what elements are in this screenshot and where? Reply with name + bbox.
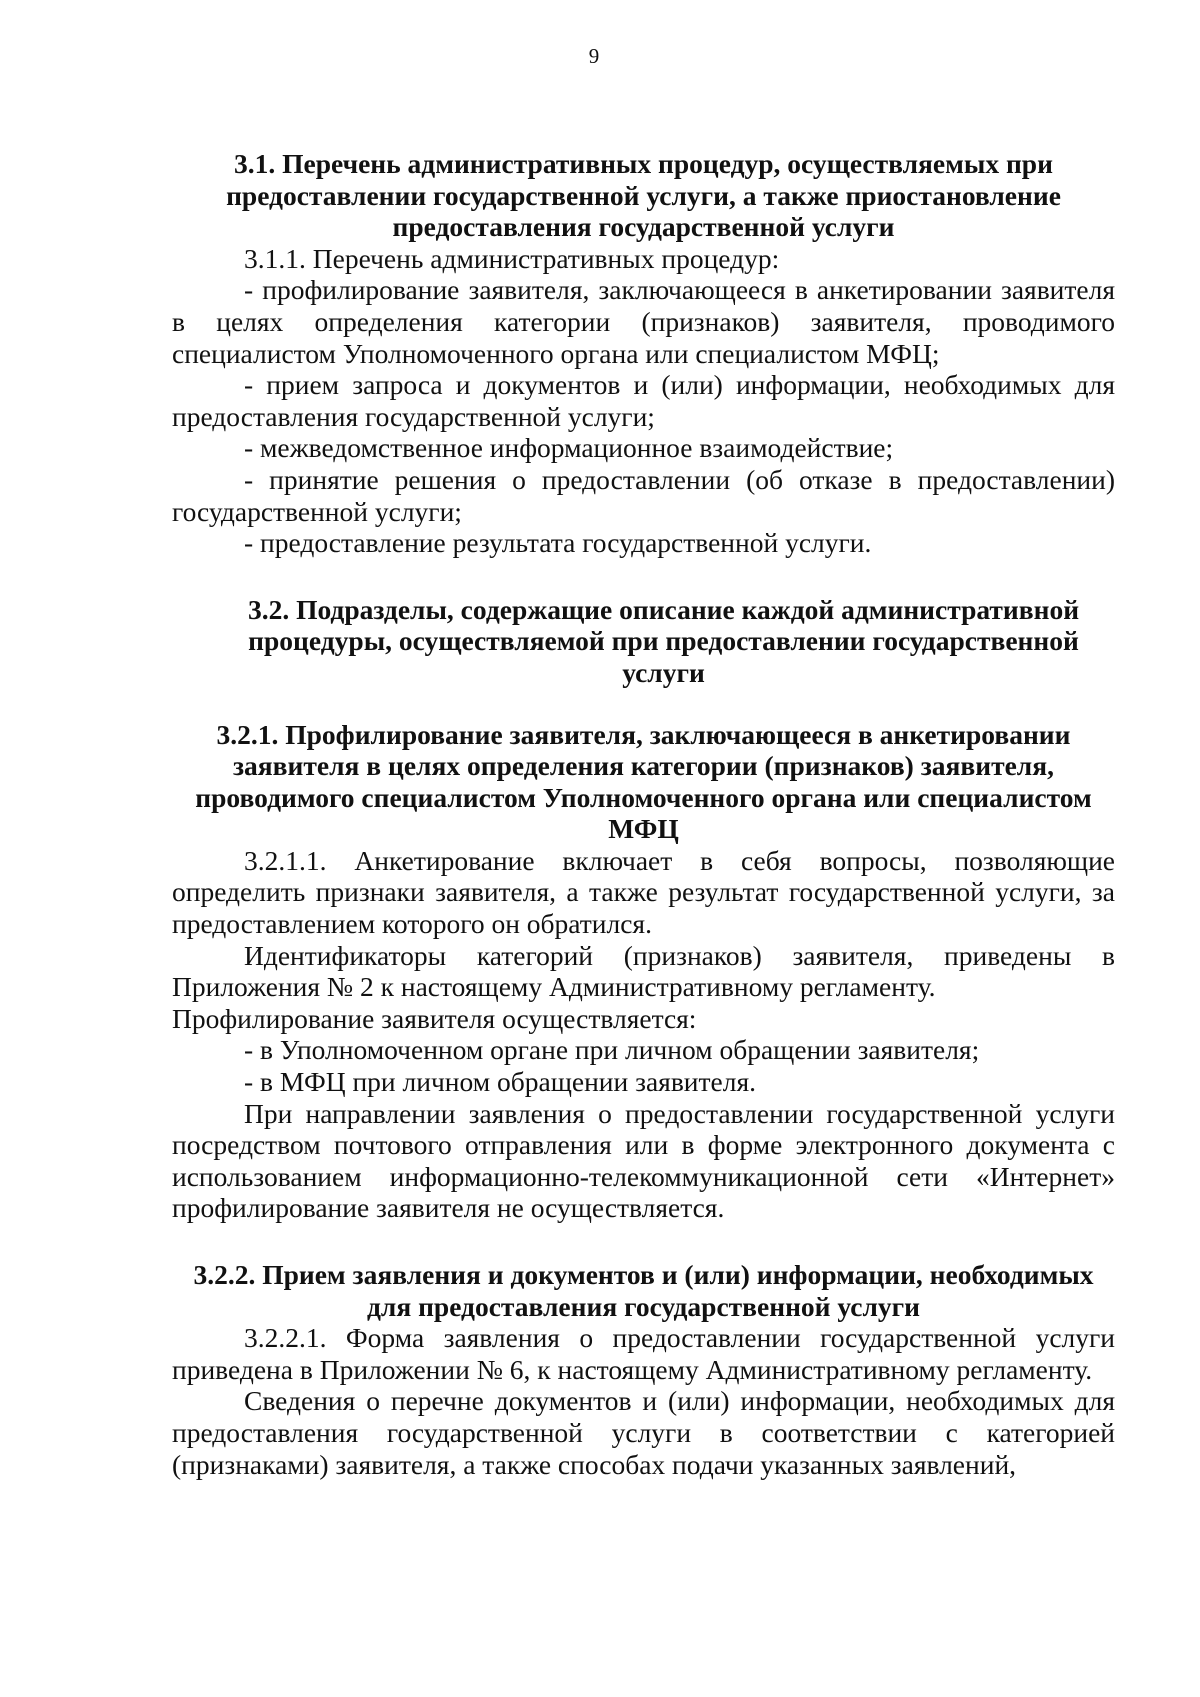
list-item: - межведомственное информационное взаимодействие; <box>244 432 894 464</box>
paragraph-3-1-1: 3.1.1. Перечень административных процедур: <box>244 242 780 274</box>
spacer <box>172 689 1115 719</box>
heading-3-2-2: 3.2.2. Прием заявления и документов и (или) информации, необходимых для предоставления государственной услуги <box>193 1259 1094 1322</box>
paragraph: Профилирование заявителя осуществляется: <box>172 1002 697 1034</box>
heading-3-2-1: 3.2.1. Профилирование заявителя, заключающееся в анкетировании заявителя в целях определения категории (признаков) заявителя, проводимого специалистом Уполномоченного органа или специалистом МФЦ <box>195 718 1092 845</box>
paragraph: При направлении заявления о предоставлении государственной услуги посредством почтового отправления или в форме электронного документа с использованием информационно-телекоммуникационной сети «Интернет» профилирование заявителя не осуществляется. <box>172 1097 1115 1224</box>
page-content <box>172 148 1115 1480</box>
list-item: - в Уполномоченном органе при личном обращении заявителя; <box>244 1034 980 1066</box>
page-number: 9 <box>588 44 600 68</box>
list-item: - в МФЦ при личном обращении заявителя. <box>244 1066 756 1098</box>
paragraph: 3.2.1.1. Анкетирование включает в себя вопросы, позволяющие определить признаки заявителя, а также результат государственной услуги, за предоставлением которого он обратился. <box>172 844 1115 940</box>
heading-3-2: 3.2. Подразделы, содержащие описание каждой административной процедуры, осуществляемой при предоставлении государственной услуги <box>247 593 1080 688</box>
list-item: - предоставление результата государственной услуги. <box>244 527 872 559</box>
spacer <box>172 559 1115 594</box>
list-item: - принятие решения о предоставлении (об отказе в предоставлении) государственной услуги; <box>172 463 1115 527</box>
paragraph: Сведения о перечне документов и (или) информации, необходимых для предоставления государственной услуги в соответствии с категорией (признаками) заявителя, а также способах подачи указанных заявлений, <box>172 1385 1115 1480</box>
heading-3-1: 3.1. Перечень административных процедур, осуществляемых при предоставлении государственной услуги, а также приостановление предоставления государственной услуги <box>226 148 1061 243</box>
list-item: - прием запроса и документов и (или) информации, необходимых для предоставления государственной услуги; <box>172 369 1115 432</box>
spacer <box>172 1224 1115 1259</box>
list-item: - профилирование заявителя, заключающееся в анкетировании заявителя в целях определения категории (признаков) заявителя, проводимого специалистом Уполномоченного органа или специалистом МФЦ; <box>172 274 1115 369</box>
paragraph: 3.2.2.1. Форма заявления о предоставлении государственной услуги приведена в Приложении № 6, к настоящему Административному регламенту. <box>172 1322 1115 1385</box>
paragraph: Идентификаторы категорий (признаков) заявителя, приведены в Приложения № 2 к настоящему Административному регламенту. <box>172 939 1115 1003</box>
